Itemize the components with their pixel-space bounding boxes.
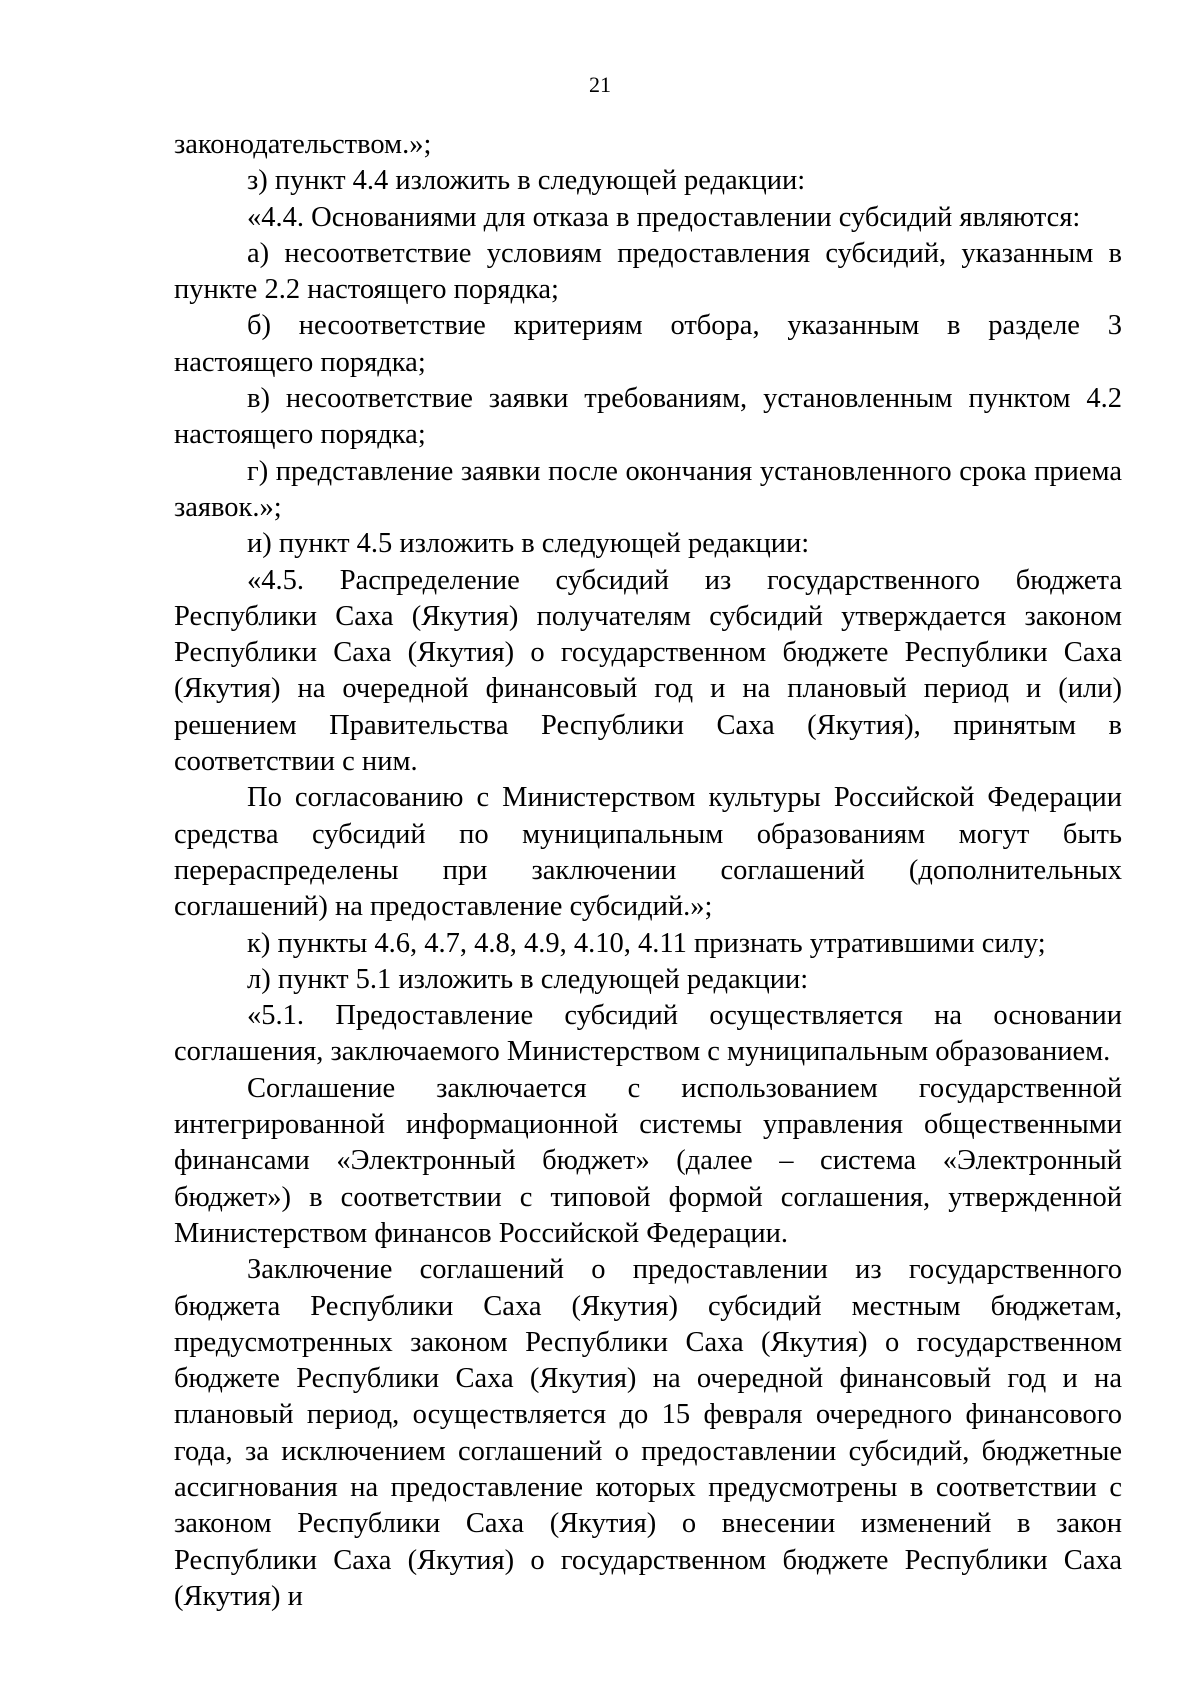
paragraph-4-4: «4.4. Основаниями для отказа в предоставлении субсидий являются:: [247, 201, 1081, 233]
paragraph-subitem-a: а) несоответствие условиям предоставления субсидий, указанным в пункте 2.2 настоящего порядка;: [174, 237, 1122, 306]
paragraph-subitem-g: г) представление заявки после окончания установленного срока приема заявок.»;: [174, 455, 1122, 523]
paragraph-item-k: к) пункты 4.6, 4.7, 4.8, 4.9, 4.10, 4.11 признать утратившими силу;: [247, 927, 1046, 959]
paragraph-agreement: Соглашение заключается с использованием государственной интегрированной информационной системы управления общественными финансами «Электронный бюджет» (далее – система «Электронный бюджет») в соответствии с типовой формой соглашения, утвержденной Министерством финансов Российской Федерации.: [174, 1072, 1122, 1249]
paragraph-conclusion: Заключение соглашений о предоставлении из государственного бюджета Республики Саха (Якутия) субсидий местным бюджетам, предусмотренных законом Республики Саха (Якутия) о государственном бюджете Республики Саха (Якутия) на очередной финансовый год и на плановый период, осуществляется до 15 февраля очередного финансового года, за исключением соглашений о предоставлении субсидий, бюджетные ассигнования на предоставление которых предусмотрены в соответствии с законом Республики Саха (Якутия) о внесении изменений в закон Республики Саха (Якутия) о государственном бюджете Республики Саха (Якутия) и: [174, 1254, 1122, 1612]
paragraph-redistribution: По согласованию с Министерством культуры Российской Федерации средства субсидий по муниципальным образованиям могут быть перераспределены при заключении соглашений (дополнительных соглашений) на предоставление субсидий.»;: [174, 782, 1122, 923]
paragraph-5-1: «5.1. Предоставление субсидий осуществляется на основании соглашения, заключаемого Министерством с муниципальным образованием.: [174, 1000, 1122, 1068]
paragraph-item-l: л) пункт 5.1 изложить в следующей редакции:: [247, 963, 809, 995]
page-number: 21: [589, 72, 611, 97]
paragraph-subitem-v: в) несоответствие заявки требованиям, установленным пунктом 4.2 настоящего порядка;: [174, 383, 1122, 451]
paragraph-subitem-b: б) несоответствие критериям отбора, указанным в разделе 3 настоящего порядка;: [174, 310, 1122, 378]
paragraph-continuation: законодательством.»;: [174, 129, 432, 160]
paragraph-item-i: и) пункт 4.5 изложить в следующей редакции:: [247, 528, 810, 560]
document-body: [174, 127, 1122, 1615]
paragraph-4-5: «4.5. Распределение субсидий из государственного бюджета Республики Саха (Якутия) получателям субсидий утверждается законом Республики Саха (Якутия) о государственном бюджете Республики Саха (Якутия) на очередной финансовый год и на плановый период и (или) решением Правительства Республики Саха (Якутия), принятым в соответствии с ним.: [174, 564, 1122, 778]
paragraph-item-z: з) пункт 4.4 изложить в следующей редакции:: [247, 165, 806, 197]
